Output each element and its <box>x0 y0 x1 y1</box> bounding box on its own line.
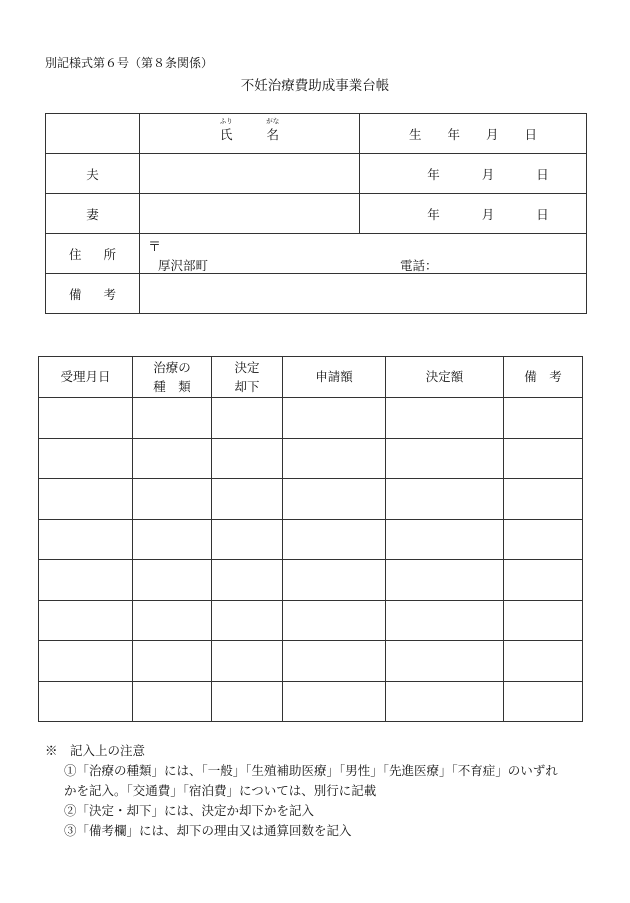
dob-header-cell <box>360 114 587 154</box>
dob-char: 月 <box>486 126 499 142</box>
table-row <box>39 681 583 722</box>
received-date-cell[interactable] <box>39 560 133 601</box>
note-item: ②「決定・却下」には、決定か却下かを記入 <box>64 803 315 818</box>
form-id: 別記様式第６号（第８条関係） <box>45 56 214 70</box>
received-date-cell[interactable] <box>39 681 133 722</box>
dob-char: 年 <box>447 126 460 142</box>
ruby-right: がな <box>266 116 280 125</box>
name-char-right: 名 <box>266 126 279 142</box>
name-char-left: 氏 <box>220 126 233 142</box>
year-label: 年 <box>427 206 440 222</box>
decision-cell[interactable] <box>212 438 283 479</box>
table-row <box>39 600 583 641</box>
remarks-cell[interactable] <box>504 641 583 682</box>
applied-amount-cell[interactable] <box>283 641 386 682</box>
notes-section <box>45 741 558 841</box>
page-title: 不妊治療費助成事業台帳 <box>240 78 390 94</box>
address-label: 住 所 <box>46 234 140 274</box>
wife-label: 妻 <box>46 194 140 234</box>
note-item: ③「備考欄」には、却下の理由又は通算回数を記入 <box>64 823 352 838</box>
month-label: 月 <box>481 206 495 222</box>
applied-amount-header: 申請額 <box>283 357 386 398</box>
table-row <box>39 519 583 560</box>
received-date-cell[interactable] <box>39 479 133 520</box>
notes-heading: ※ 記入上の注意 <box>45 743 146 758</box>
wife-dob-field[interactable] <box>360 194 587 234</box>
applied-amount-cell[interactable] <box>283 398 386 439</box>
dob-char: 日 <box>524 126 538 142</box>
remarks-label: 備 考 <box>46 274 140 314</box>
applied-amount-cell[interactable] <box>283 479 386 520</box>
decided-amount-cell[interactable] <box>386 398 504 439</box>
day-label: 日 <box>536 166 549 182</box>
ruby-left: ふり <box>219 116 233 125</box>
decision-cell[interactable] <box>212 681 283 722</box>
table-row <box>39 438 583 479</box>
year-label: 年 <box>427 166 440 182</box>
decision-header: 決定 却下 <box>212 357 283 398</box>
treatment-type-cell[interactable] <box>133 398 212 439</box>
decided-amount-cell[interactable] <box>386 479 504 520</box>
remarks-header: 備 考 <box>504 357 583 398</box>
decision-cell[interactable] <box>212 519 283 560</box>
note-item: かを記入。「交通費」「宿泊費」については、別行に記載 <box>64 783 377 798</box>
decision-cell[interactable] <box>212 398 283 439</box>
town-name: 厚沢部町 <box>158 258 209 273</box>
decision-cell[interactable] <box>212 560 283 601</box>
note-item: ①「治療の種類」には、「一般」「生殖補助医療」「男性」「先進医療」「不育症」のいずれ <box>64 763 558 778</box>
dob-char: 生 <box>408 126 422 142</box>
treatment-type-cell[interactable] <box>133 600 212 641</box>
husband-name-field[interactable] <box>140 154 360 194</box>
table-row <box>39 641 583 682</box>
blank-header-cell <box>46 114 140 154</box>
decided-amount-cell[interactable] <box>386 641 504 682</box>
remarks-cell[interactable] <box>504 398 583 439</box>
treatment-type-cell[interactable] <box>133 479 212 520</box>
decision-cell[interactable] <box>212 600 283 641</box>
treatment-type-cell[interactable] <box>133 519 212 560</box>
remarks-cell[interactable] <box>504 519 583 560</box>
husband-label: 夫 <box>46 154 140 194</box>
treatment-type-cell[interactable] <box>133 681 212 722</box>
decision-cell[interactable] <box>212 641 283 682</box>
treatment-type-cell[interactable] <box>133 560 212 601</box>
applied-amount-cell[interactable] <box>283 438 386 479</box>
table-row <box>39 479 583 520</box>
decided-amount-cell[interactable] <box>386 438 504 479</box>
wife-name-field[interactable] <box>140 194 360 234</box>
applied-amount-cell[interactable] <box>283 600 386 641</box>
husband-dob-field[interactable] <box>360 154 587 194</box>
applied-amount-cell[interactable] <box>283 519 386 560</box>
received-date-cell[interactable] <box>39 438 133 479</box>
decided-amount-header: 決定額 <box>386 357 504 398</box>
remarks-cell[interactable] <box>504 560 583 601</box>
day-label: 日 <box>536 206 549 222</box>
received-date-cell[interactable] <box>39 519 133 560</box>
remarks-cell[interactable] <box>504 600 583 641</box>
decided-amount-cell[interactable] <box>386 681 504 722</box>
ledger-table <box>38 356 583 722</box>
telephone-label: 電話： <box>400 258 438 273</box>
decided-amount-cell[interactable] <box>386 519 504 560</box>
name-header-cell <box>140 114 360 154</box>
address-field[interactable] <box>140 234 587 274</box>
applied-amount-cell[interactable] <box>283 560 386 601</box>
received-date-header: 受理月日 <box>39 357 133 398</box>
month-label: 月 <box>481 166 495 182</box>
decided-amount-cell[interactable] <box>386 560 504 601</box>
ledger-body <box>39 398 583 722</box>
received-date-cell[interactable] <box>39 398 133 439</box>
decided-amount-cell[interactable] <box>386 600 504 641</box>
received-date-cell[interactable] <box>39 641 133 682</box>
treatment-type-cell[interactable] <box>133 438 212 479</box>
remarks-cell[interactable] <box>504 479 583 520</box>
remarks-cell[interactable] <box>504 438 583 479</box>
applied-amount-cell[interactable] <box>283 681 386 722</box>
treatment-type-cell[interactable] <box>133 641 212 682</box>
remarks-field[interactable] <box>140 274 587 314</box>
applicant-info-table <box>45 113 587 314</box>
treatment-type-header: 治療の 種 類 <box>133 357 212 398</box>
table-row <box>39 398 583 439</box>
remarks-cell[interactable] <box>504 681 583 722</box>
received-date-cell[interactable] <box>39 600 133 641</box>
table-row <box>39 560 583 601</box>
decision-cell[interactable] <box>212 479 283 520</box>
postal-mark: 〒 <box>148 240 162 255</box>
